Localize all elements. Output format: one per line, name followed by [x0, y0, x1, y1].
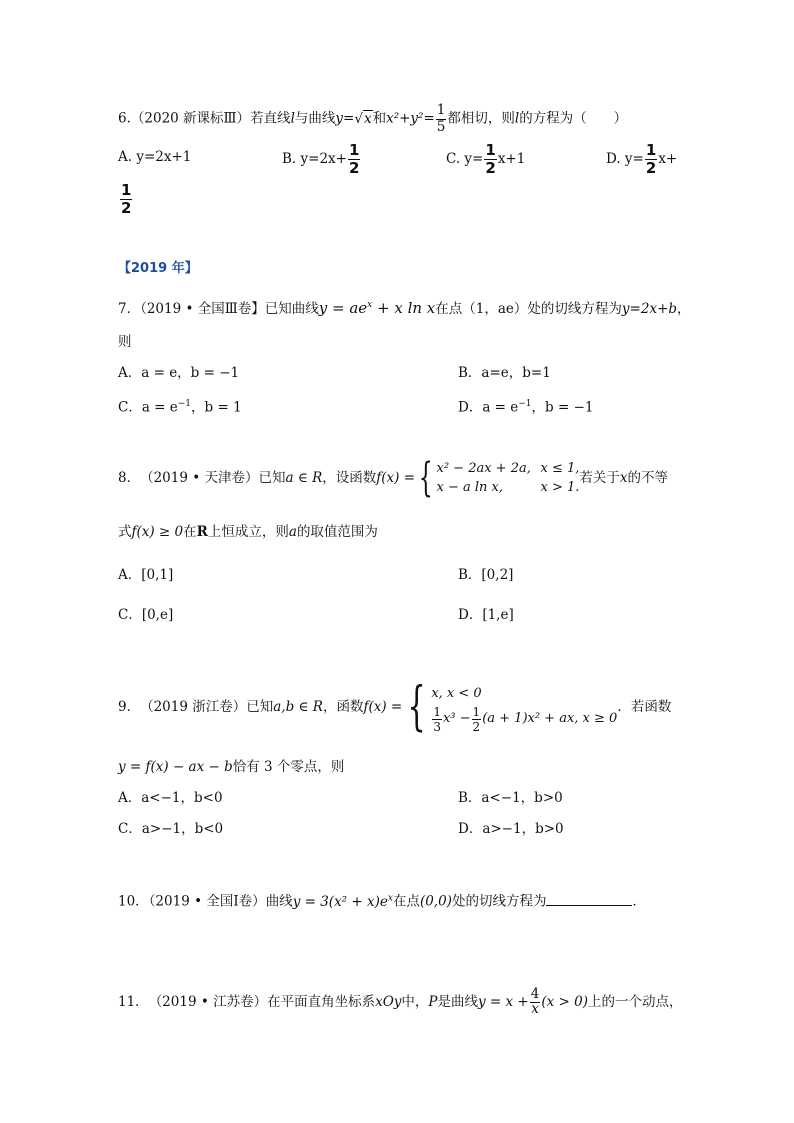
q9-option-a[interactable]: A．a<−1，b<0 — [118, 790, 223, 806]
q7-option-d[interactable]: D．$a = e^{-1}$，b = −1 — [458, 399, 594, 416]
q7-option-a[interactable]: A．a = e，b = −1 — [118, 365, 240, 381]
q7-option-b[interactable]: B．a=e，b=1 — [458, 365, 551, 381]
q7-option-c[interactable]: C．$a = e^{-1}$，b = 1 — [118, 399, 242, 416]
left-brace: { — [407, 677, 426, 737]
q9-option-d[interactable]: D．a>−1，b>0 — [458, 821, 564, 837]
question-source: （2020 新课标Ⅲ） — [130, 110, 251, 127]
q8-option-b[interactable]: B．[0,2] — [458, 567, 514, 583]
left-brace: { — [418, 455, 433, 501]
question-10-stem: 10．（2019 • 全国Ⅰ卷）曲线$y = 3(x^2 + x)e^x$在点(0,0)处的切线方程为 ． — [118, 893, 646, 910]
answer-blank[interactable] — [546, 893, 632, 906]
fraction-one-half: $\frac{1}{2}$ — [348, 141, 360, 177]
fraction-four-over-x: $\frac{4}{x}$ — [530, 985, 540, 1017]
question-7-stem-continued: 则 — [118, 334, 132, 350]
question-9-stem: 9． （2019 浙江卷） 已知 a,b ∈ R ，函数 f(x) = { x, x < 0 $\frac{1}{3}$ x³ − $\frac{1}{2}$ (a + 1)x² + ax, x ≥ 0 ．若函数 — [118, 677, 672, 737]
fraction-one-half: $\frac{1}{2}$ — [645, 141, 657, 177]
q6-option-d-continued — [119, 183, 133, 216]
q6-option-a[interactable]: A. y=2x+1 — [118, 149, 192, 165]
section-heading-2019: 【2019 年】 — [118, 261, 198, 276]
q8-option-c[interactable]: C．[0,e] — [118, 607, 174, 623]
q9-option-b[interactable]: B．a<−1，b>0 — [458, 790, 563, 806]
sqrt-expression: √x — [354, 110, 372, 127]
fraction-one-fifth: $\frac{1}{5}$ — [436, 102, 446, 135]
q6-option-d[interactable]: D. y= $\frac{1}{2}$ x+ — [606, 141, 678, 177]
question-number: 6. — [118, 110, 131, 127]
question-11-stem: 11． （2019 • 江苏卷） 在平面直角坐标系 xOy 中， P 是曲线 y = x + $\frac{4}{x}$ (x > 0) 上的一个动点， — [118, 985, 683, 1017]
question-8-stem: 8． （2019 • 天津卷） 已知 a ∈ R ，设函数 f(x) = { x² − 2ax + 2a, x ≤ 1, x − a ln x, x > 1. 若关于 x 的不等 — [118, 455, 669, 501]
piecewise-function: { x, x < 0 $\frac{1}{3}$ x³ − $\frac{1}{2}$ (a + 1)x² + ax, x ≥ 0 — [407, 677, 618, 737]
fraction-one-half: $\frac{1}{2}$ — [121, 181, 132, 217]
fraction-one-half: $\frac{1}{2}$ — [485, 141, 496, 177]
piecewise-function: { x² − 2ax + 2a, x ≤ 1, x − a ln x, x > 1. — [418, 455, 580, 501]
question-7-stem: 7．（2019 • 全国Ⅲ卷】已知曲线$y = ae^x + x$ ln x在点（1，ae）处的切线方程为y=2x+b， — [118, 299, 691, 317]
question-6-stem: 6.（2020 新课标Ⅲ）若直线l与曲线y=√x和x²+y²= $\frac{1}{5}$ 都相切，则l的方程为（ ） — [118, 102, 628, 135]
q8-option-a[interactable]: A．[0,1] — [118, 567, 174, 583]
question-8-stem-continued: 式f(x) ≥ 0在R上恒成立，则a的取值范围为 — [118, 524, 378, 540]
question-9-stem-continued: y = f(x) − ax − b恰有 3 个零点，则 — [118, 759, 345, 775]
q8-option-d[interactable]: D．[1,e] — [458, 607, 514, 623]
q6-option-c[interactable]: C. y= $\frac{1}{2}$ x+1 — [446, 141, 526, 177]
q9-option-c[interactable]: C．a>−1，b<0 — [118, 821, 224, 837]
q6-option-b[interactable]: B. y=2x+ $\frac{1}{2}$ — [282, 141, 360, 177]
